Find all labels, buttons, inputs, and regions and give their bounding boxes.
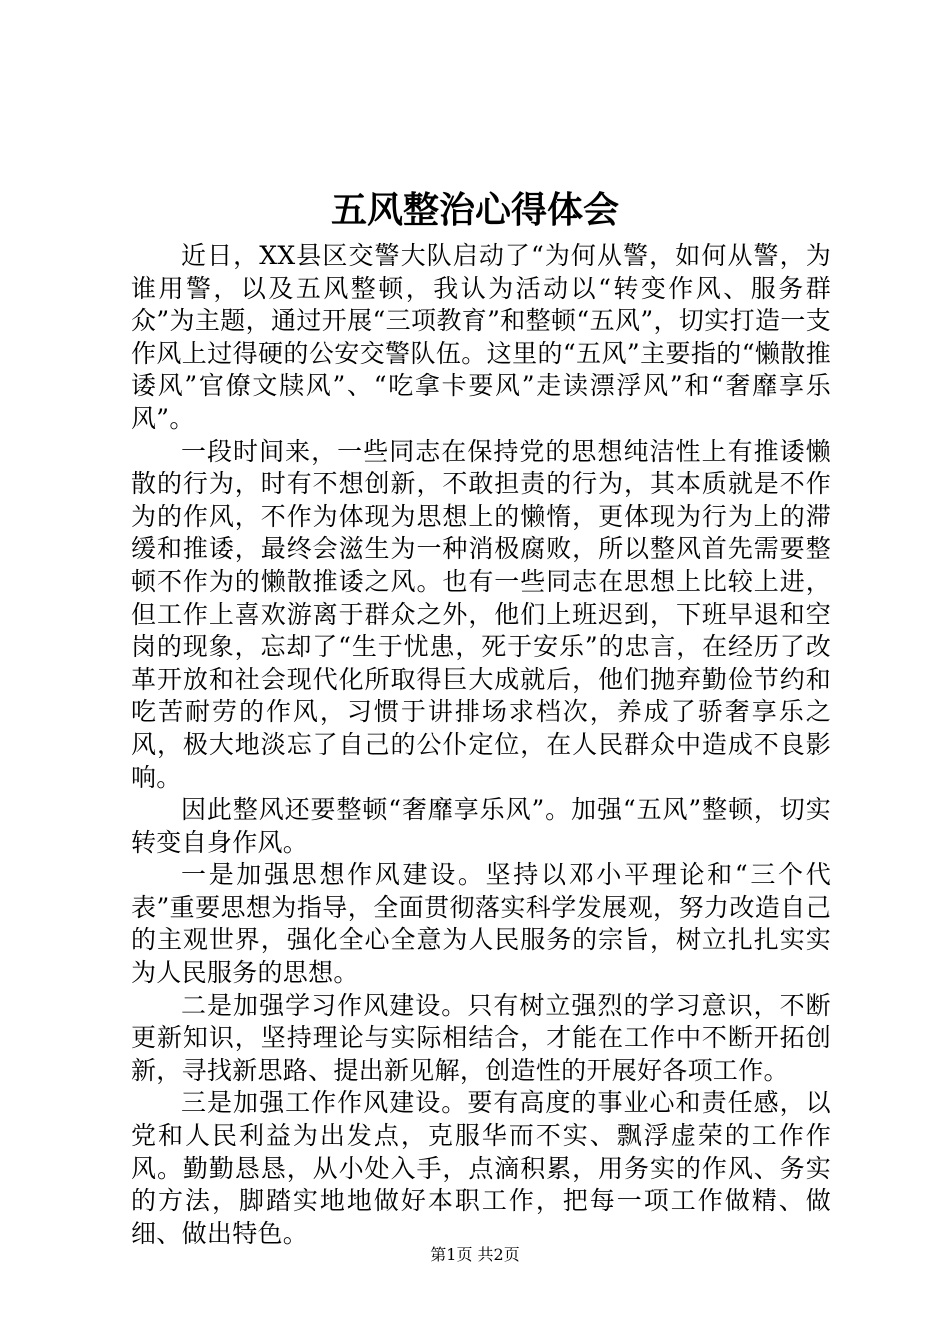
document-body: [131, 240, 831, 1250]
document-title: 五风整治心得体会: [330, 189, 619, 231]
page-footer: [0, 1244, 950, 1266]
paragraph-1: 近日，XX县区交警大队启动了“为何从警，如何从警，为谁用警，以及五风整顿，我认为活动以“转变作风、服务群众”为主题，通过开展“三项教育”和整顿“五风”，切实打造一支作风上过得硬的公安交警队伍。这里的“五风”主要指的“懒散推诿风”官僚文牍风”、“吃拿卡要风”走读漂浮风”和“奢靡享乐风”。: [131, 241, 831, 433]
paragraph-6: 三是加强工作作风建设。要有高度的事业心和责任感，以党和人民利益为出发点，克服华而不实、飘浮虚荣的工作作风。勤勤恳恳，从小处入手，点滴积累，用务实的作风、务实的方法，脚踏实地地做好本职工作，把每一项工作做精、做细、做出特色。: [131, 1088, 831, 1248]
paragraph-5: 二是加强学习作风建设。只有树立强烈的学习意识，不断更新知识，坚持理论与实际相结合，才能在工作中不断开拓创新，寻找新思路、提出新见解，创造性的开展好各项工作。: [131, 990, 831, 1085]
page-number: 第1页 共2页: [430, 1245, 520, 1264]
paragraph-3: 因此整风还要整顿“奢靡享乐风”。加强“五风”整顿，切实转变自身作风。: [131, 795, 831, 857]
paragraph-4: 一是加强思想作风建设。坚持以邓小平理论和“三个代表”重要思想为指导，全面贯彻落实科学发展观，努力改造自己的主观世界，强化全心全意为人民服务的宗旨，树立扎扎实实为人民服务的思想。: [131, 860, 831, 988]
paragraph-2: 一段时间来，一些同志在保持党的思想纯洁性上有推诿懒散的行为，时有不想创新，不敢担责的行为，其本质就是不作为的作风，不作为体现为思想上的懒惰，更体现为行为上的滞缓和推诿，最终会滋生为一种消极腐败，所以整风首先需要整顿不作为的懒散推诿之风。也有一些同志在思想上比较上进，但工作上喜欢游离于群众之外，他们上班迟到，下班早退和空岗的现象，忘却了“生于忧患，死于安乐”的忠言，在经历了改革开放和社会现代化所取得巨大成就后，他们抛弃勤俭节约和吃苦耐劳的作风，习惯于讲排场求档次，养成了骄奢享乐之风，极大地淡忘了自己的公仆定位，在人民群众中造成不良影响。: [131, 436, 831, 792]
